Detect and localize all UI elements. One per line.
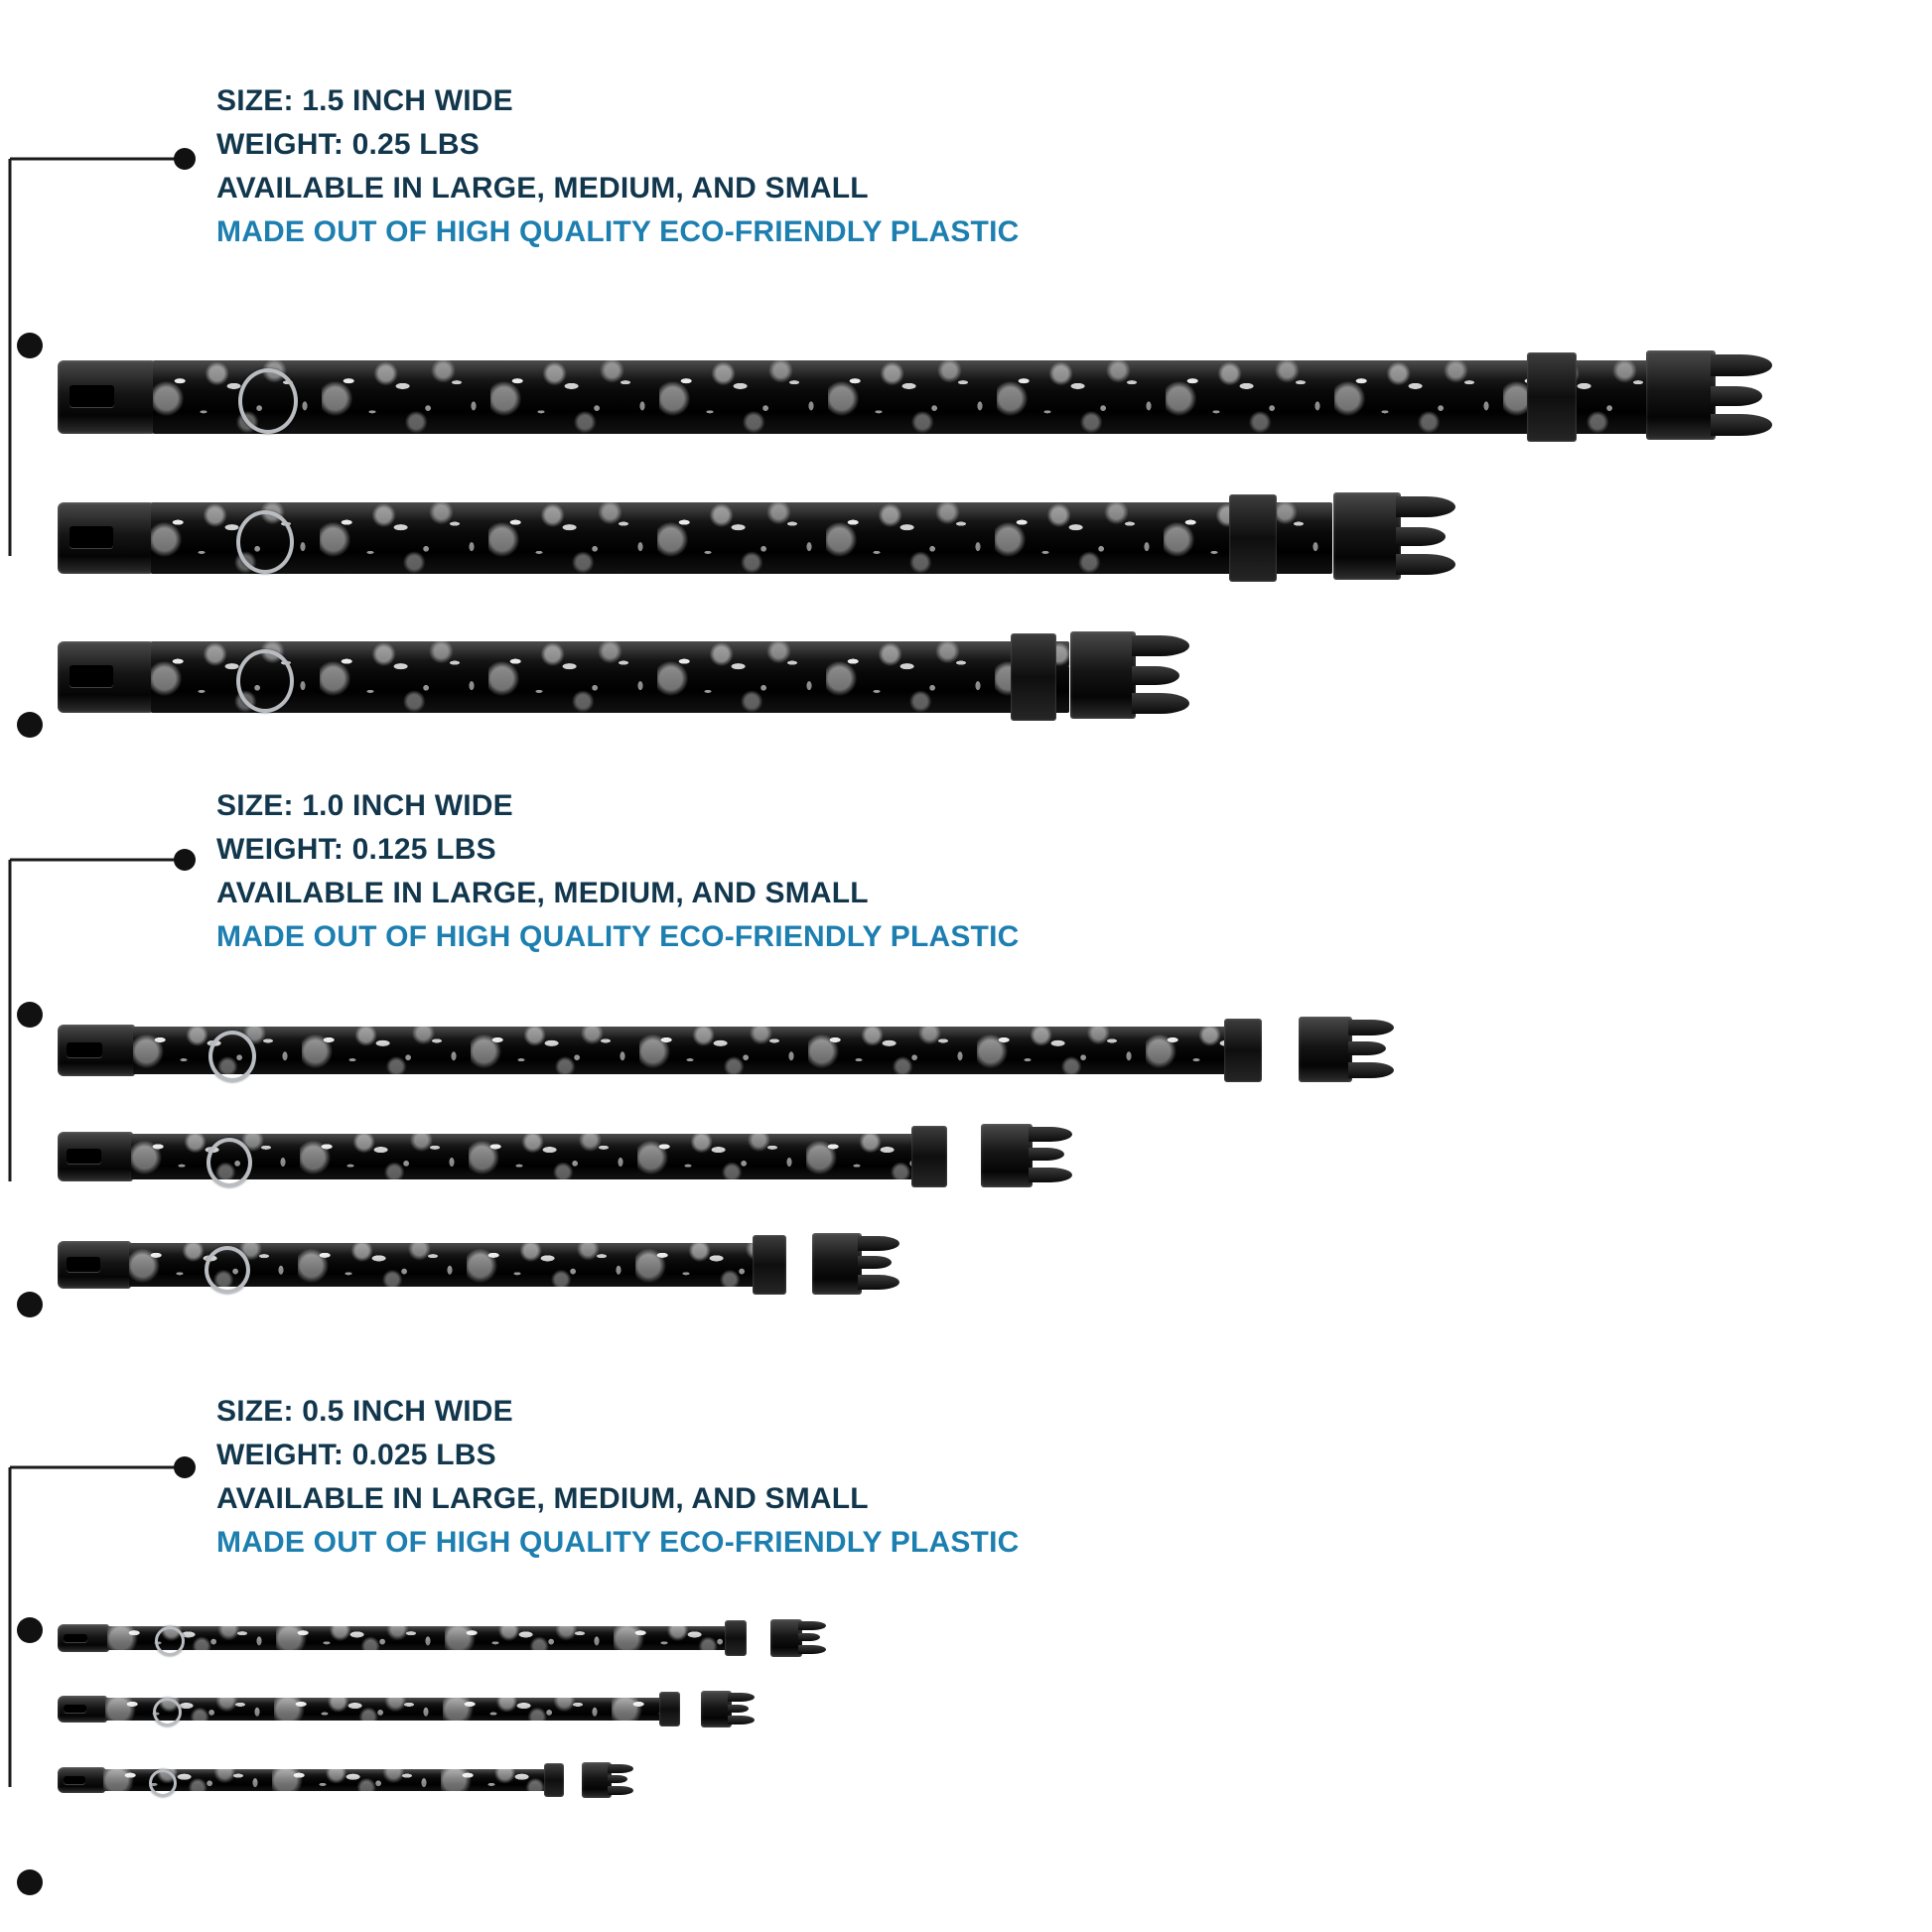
spec-size-line: SIZE: 1.5 INCH WIDE: [216, 84, 513, 117]
size-group-0-5-inch: [0, 1390, 1932, 1932]
d-ring: [149, 1769, 177, 1797]
size-group-1-0-inch: [0, 784, 1932, 1360]
buckle-male: [1646, 350, 1716, 440]
buckle-prong: [1029, 1168, 1072, 1182]
collar-strap: [133, 1027, 1240, 1074]
buckle-prong: [728, 1716, 755, 1725]
buckle-prong: [1132, 666, 1179, 685]
buckle-prong: [728, 1693, 755, 1702]
strap-slider: [659, 1692, 680, 1726]
spec-text-block: [216, 784, 1019, 959]
buckle-prong: [858, 1256, 892, 1269]
buckle-prong: [1132, 635, 1189, 656]
buckle-prong: [1711, 354, 1772, 376]
strap-slider: [1224, 1019, 1262, 1082]
buckle-prong: [798, 1633, 820, 1641]
strap-slider: [753, 1235, 786, 1295]
strap-slider: [544, 1763, 564, 1797]
collar-strap: [105, 1698, 666, 1721]
collar-strap: [151, 502, 1332, 574]
d-ring: [155, 1626, 185, 1656]
buckle-prong: [1029, 1148, 1064, 1161]
leader-bracket: [0, 1390, 218, 1932]
buckle-prong: [798, 1621, 826, 1630]
collar-strap: [107, 1626, 733, 1650]
collar-strap: [153, 360, 1652, 434]
spec-size-line: SIZE: 1.0 INCH WIDE: [216, 789, 513, 822]
buckle-male: [812, 1233, 862, 1295]
strap-slider: [911, 1126, 947, 1187]
buckle-prong: [608, 1764, 633, 1773]
buckle-prong: [1348, 1041, 1386, 1055]
buckle-prong: [1711, 386, 1762, 406]
size-group-1-5-inch: [0, 0, 1932, 755]
collar-small: [58, 1759, 673, 1799]
spec-material-line: MADE OUT OF HIGH QUALITY ECO-FRIENDLY PLASTIC: [216, 215, 1020, 248]
buckle-male: [1299, 1017, 1352, 1082]
spec-availability-line: AVAILABLE IN LARGE, MEDIUM, AND SMALL: [216, 877, 869, 909]
spec-text-block: [216, 1390, 1019, 1565]
buckle-prong: [858, 1275, 899, 1290]
buckle-female: [58, 1132, 133, 1181]
d-ring: [236, 510, 294, 574]
collar-large: [58, 1616, 882, 1660]
buckle-male: [1333, 492, 1401, 580]
d-ring: [236, 649, 294, 713]
strap-slider: [1011, 633, 1056, 721]
d-ring: [208, 1031, 256, 1082]
collar-small: [58, 625, 1229, 727]
buckle-prong: [1348, 1020, 1394, 1035]
spec-material-line: MADE OUT OF HIGH QUALITY ECO-FRIENDLY PLASTIC: [216, 920, 1020, 953]
collar-medium: [58, 1688, 792, 1729]
buckle-prong: [1396, 496, 1455, 517]
collar-large: [58, 343, 1835, 448]
strap-slider: [725, 1620, 747, 1656]
collar-large: [58, 1011, 1448, 1090]
buckle-male: [981, 1124, 1033, 1187]
spec-weight-line: WEIGHT: 0.025 LBS: [216, 1439, 496, 1471]
buckle-prong: [1132, 693, 1189, 714]
buckle-prong: [608, 1786, 633, 1795]
collar-medium: [58, 486, 1517, 588]
spec-availability-line: AVAILABLE IN LARGE, MEDIUM, AND SMALL: [216, 1482, 869, 1515]
buckle-male: [1070, 631, 1136, 719]
buckle-female: [58, 1241, 131, 1289]
d-ring: [153, 1698, 182, 1726]
buckle-prong: [1396, 527, 1446, 546]
collar-medium: [58, 1120, 1110, 1197]
buckle-female: [58, 360, 155, 434]
buckle-prong: [1711, 414, 1772, 436]
spec-size-line: SIZE: 0.5 INCH WIDE: [216, 1395, 513, 1428]
spec-material-line: MADE OUT OF HIGH QUALITY ECO-FRIENDLY PLASTIC: [216, 1526, 1020, 1559]
buckle-female: [58, 641, 153, 713]
buckle-prong: [1029, 1127, 1072, 1142]
strap-slider: [1229, 494, 1277, 582]
buckle-prong: [798, 1645, 826, 1654]
spec-text-block: [216, 79, 1019, 254]
spec-weight-line: WEIGHT: 0.25 LBS: [216, 128, 480, 161]
buckle-female: [58, 1025, 135, 1076]
collar-small: [58, 1229, 951, 1305]
d-ring: [205, 1246, 250, 1294]
buckle-female: [58, 1696, 107, 1723]
spec-weight-line: WEIGHT: 0.125 LBS: [216, 833, 496, 866]
buckle-female: [58, 1767, 105, 1793]
buckle-prong: [858, 1236, 899, 1251]
buckle-prong: [1396, 554, 1455, 575]
spec-availability-line: AVAILABLE IN LARGE, MEDIUM, AND SMALL: [216, 172, 869, 205]
buckle-prong: [608, 1775, 627, 1783]
d-ring: [207, 1138, 252, 1187]
buckle-female: [58, 1624, 109, 1652]
buckle-prong: [1348, 1062, 1394, 1078]
buckle-female: [58, 502, 153, 574]
buckle-prong: [728, 1705, 749, 1713]
d-ring: [238, 368, 298, 434]
strap-slider: [1527, 352, 1577, 442]
